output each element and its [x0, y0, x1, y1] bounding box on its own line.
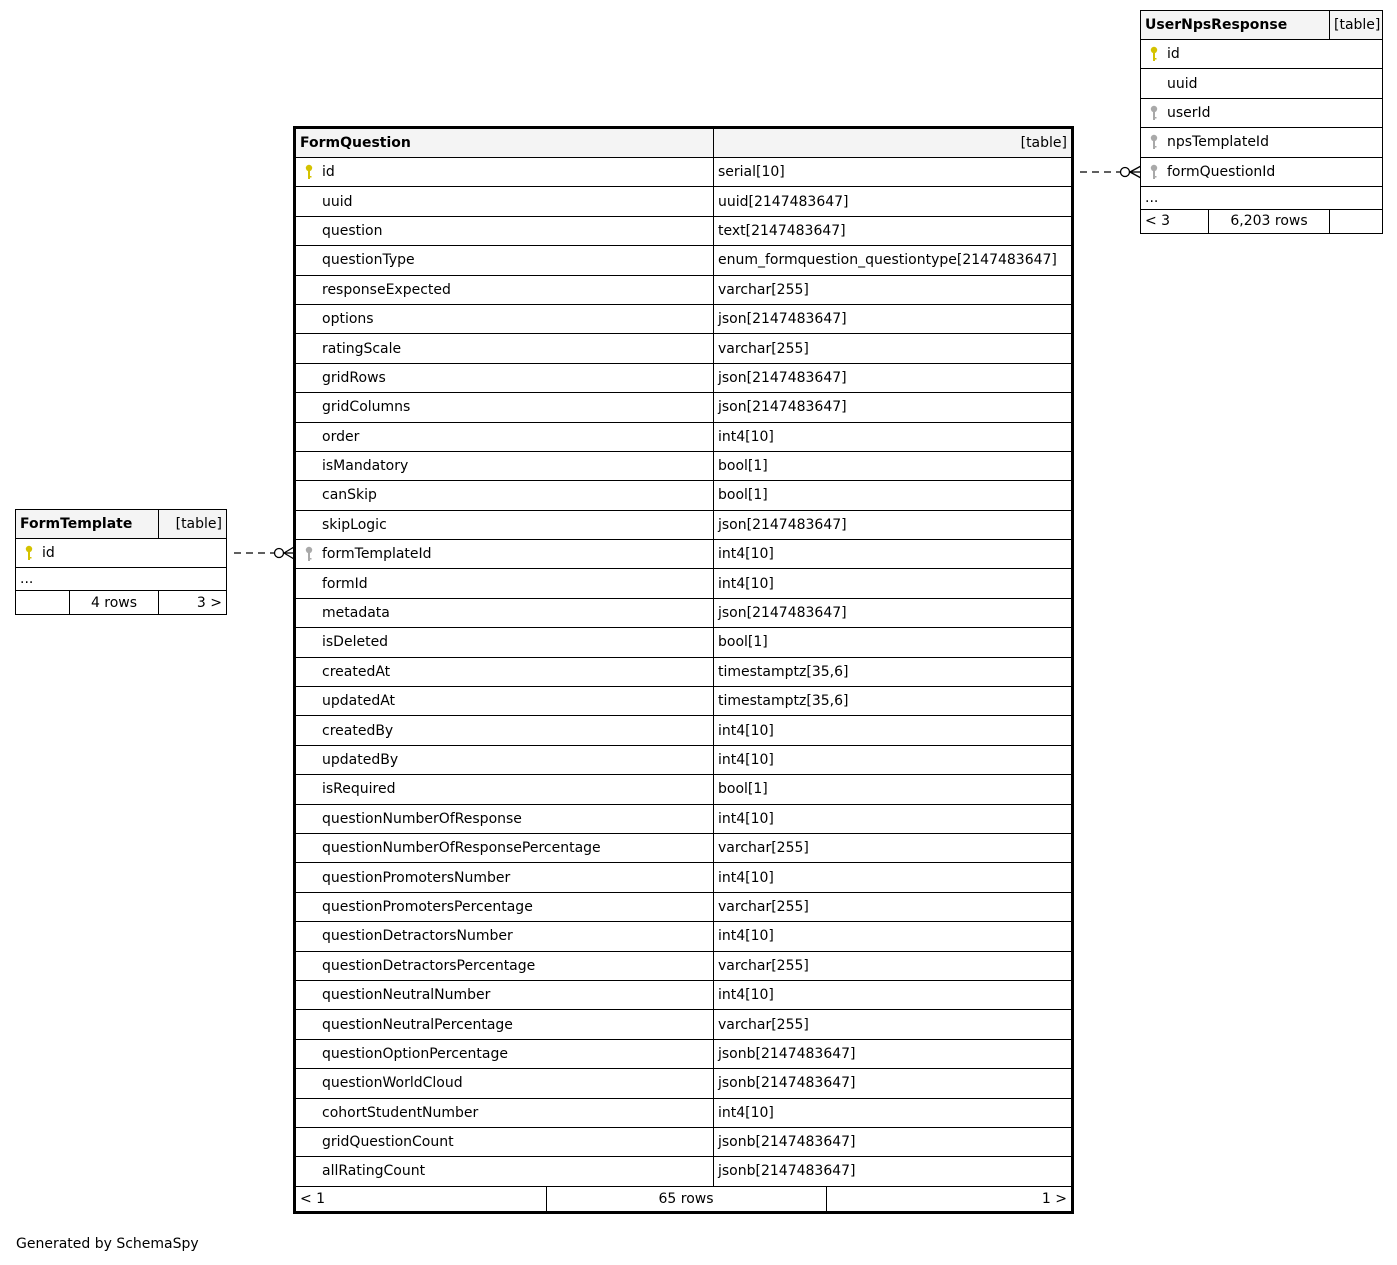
- column-name[interactable]: [295, 422, 714, 451]
- column-name-text: canSkip: [322, 487, 377, 504]
- column-name[interactable]: [295, 1127, 714, 1156]
- column-name-text: userId: [1167, 104, 1211, 121]
- column-row[interactable]: [295, 1098, 1073, 1127]
- column-name-text: id: [322, 164, 335, 181]
- column-name-text: questionDetractorsNumber: [322, 928, 513, 945]
- column-type: int4[10]: [714, 540, 1073, 569]
- column-name[interactable]: [295, 158, 714, 187]
- column-row[interactable]: [295, 422, 1073, 451]
- column-type: bool[1]: [714, 628, 1073, 657]
- foreign-key-icon: [305, 546, 313, 562]
- column-row[interactable]: [295, 569, 1073, 598]
- column-name-text: uuid: [1167, 75, 1198, 92]
- column-name-text: order: [322, 428, 360, 445]
- column-name-text: questionNumberOfResponse: [322, 810, 522, 827]
- usernpsresponse-table[interactable]: [1140, 10, 1383, 234]
- column-row[interactable]: [295, 510, 1073, 539]
- column-name[interactable]: [295, 892, 714, 921]
- column-name[interactable]: [295, 363, 714, 392]
- column-type: varchar[255]: [714, 951, 1073, 980]
- parents-count[interactable]: < 1: [296, 1187, 546, 1211]
- column-type: int4[10]: [714, 716, 1073, 745]
- column-name-text: ratingScale: [322, 340, 402, 357]
- column-type: int4[10]: [714, 569, 1073, 598]
- column-row[interactable]: [295, 451, 1073, 480]
- column-row[interactable]: [295, 481, 1073, 510]
- table-tag: [table]: [714, 128, 1073, 158]
- column-row[interactable]: [295, 1069, 1073, 1098]
- column-name-text: uuid: [322, 193, 353, 210]
- table-header[interactable]: [295, 128, 1073, 158]
- table-footer: [16, 591, 227, 615]
- column-name-text: metadata: [322, 605, 390, 622]
- column-row[interactable]: [295, 980, 1073, 1009]
- column-row[interactable]: [295, 246, 1073, 275]
- column-name-text: questionDetractorsPercentage: [322, 957, 536, 974]
- column-row[interactable]: [295, 393, 1073, 422]
- column-name-text: createdAt: [322, 663, 391, 680]
- column-row[interactable]: [295, 334, 1073, 363]
- column-row[interactable]: [1141, 98, 1383, 127]
- row-count: 4 rows: [70, 591, 159, 615]
- formtemplate-table[interactable]: [15, 509, 227, 615]
- column-row[interactable]: [295, 833, 1073, 862]
- column-type: int4[10]: [714, 1098, 1073, 1127]
- column-name[interactable]: [295, 481, 714, 510]
- primary-key-icon: [1150, 46, 1158, 62]
- column-name[interactable]: [295, 1157, 714, 1186]
- column-name[interactable]: [295, 1010, 714, 1039]
- more-columns-row: [1141, 186, 1383, 209]
- column-type: timestamptz[35,6]: [714, 657, 1073, 686]
- column-row[interactable]: [295, 628, 1073, 657]
- column-name[interactable]: [295, 187, 714, 216]
- column-name[interactable]: [295, 451, 714, 480]
- column-row[interactable]: [295, 363, 1073, 392]
- table-header[interactable]: [16, 510, 227, 539]
- column-name-text: id: [42, 545, 55, 561]
- column-name[interactable]: [295, 980, 714, 1009]
- column-row[interactable]: [295, 687, 1073, 716]
- more-columns-ellipsis: ...: [1141, 186, 1383, 209]
- column-name-text: cohortStudentNumber: [322, 1104, 479, 1121]
- column-type: int4[10]: [714, 863, 1073, 892]
- column-row[interactable]: [295, 1157, 1073, 1186]
- column-row[interactable]: [295, 804, 1073, 833]
- column-row[interactable]: [1141, 128, 1383, 157]
- column-row[interactable]: [295, 540, 1073, 569]
- column-name-text: updatedAt: [322, 693, 396, 710]
- column-name-text: questionPromotersNumber: [322, 869, 511, 886]
- column-row[interactable]: [1141, 40, 1383, 69]
- column-name[interactable]: [295, 628, 714, 657]
- table-footer-grid-row: [296, 1187, 1071, 1211]
- children-count[interactable]: [1330, 209, 1383, 233]
- column-type: int4[10]: [714, 422, 1073, 451]
- column-name[interactable]: [295, 598, 714, 627]
- column-type: int4[10]: [714, 804, 1073, 833]
- column-name-text: gridRows: [322, 369, 386, 386]
- column-type: json[2147483647]: [714, 393, 1073, 422]
- column-row[interactable]: [295, 1010, 1073, 1039]
- children-count[interactable]: 3 >: [159, 591, 227, 615]
- foreign-key-icon: [1150, 105, 1158, 121]
- column-type: bool[1]: [714, 481, 1073, 510]
- column-name-text: id: [1167, 46, 1180, 63]
- column-row[interactable]: [295, 1127, 1073, 1156]
- column-name-text: question: [322, 222, 383, 239]
- column-name[interactable]: [295, 775, 714, 804]
- column-name-text: responseExpected: [322, 281, 451, 298]
- column-row[interactable]: [295, 275, 1073, 304]
- parents-count[interactable]: < 3: [1141, 209, 1209, 233]
- column-row[interactable]: [295, 892, 1073, 921]
- column-name-text: questionNeutralPercentage: [322, 1016, 513, 1033]
- column-name-text: allRatingCount: [322, 1163, 426, 1180]
- column-name-text: questionNumberOfResponsePercentage: [322, 840, 601, 857]
- column-row[interactable]: [295, 216, 1073, 245]
- foreign-key-icon: [1150, 164, 1158, 180]
- column-name-text: questionType: [322, 252, 415, 269]
- column-row[interactable]: [295, 304, 1073, 333]
- column-name[interactable]: [295, 1098, 714, 1127]
- more-columns-ellipsis: ...: [16, 568, 227, 591]
- column-name-text: gridQuestionCount: [322, 1134, 454, 1151]
- column-name[interactable]: [1141, 40, 1383, 69]
- primary-key-icon: [305, 164, 313, 180]
- column-type: jsonb[2147483647]: [714, 1069, 1073, 1098]
- table-name[interactable]: FormQuestion: [295, 128, 714, 158]
- column-row[interactable]: [295, 775, 1073, 804]
- column-type: bool[1]: [714, 775, 1073, 804]
- children-count[interactable]: 1 >: [1041, 1190, 1067, 1207]
- parents-count[interactable]: [16, 591, 70, 615]
- column-type: bool[1]: [714, 451, 1073, 480]
- column-name[interactable]: [1141, 98, 1383, 127]
- column-type: int4[10]: [714, 980, 1073, 1009]
- column-type: jsonb[2147483647]: [714, 1039, 1073, 1068]
- table-tag: [table]: [1330, 11, 1383, 40]
- column-type: int4[10]: [714, 745, 1073, 774]
- column-name-text: questionNeutralNumber: [322, 987, 491, 1004]
- column-type: jsonb[2147483647]: [714, 1127, 1073, 1156]
- column-name[interactable]: [295, 687, 714, 716]
- column-name[interactable]: [295, 716, 714, 745]
- column-name[interactable]: [295, 1039, 714, 1068]
- column-name-text: isMandatory: [322, 458, 409, 475]
- row-count: 6,203 rows: [1209, 209, 1330, 233]
- column-name[interactable]: [295, 393, 714, 422]
- column-name[interactable]: [295, 922, 714, 951]
- formquestion-table[interactable]: [293, 126, 1074, 1214]
- column-name[interactable]: [16, 539, 227, 568]
- column-row[interactable]: [16, 539, 227, 568]
- column-row[interactable]: [295, 863, 1073, 892]
- column-type: json[2147483647]: [714, 363, 1073, 392]
- column-type: varchar[255]: [714, 892, 1073, 921]
- column-row[interactable]: [295, 657, 1073, 686]
- column-row[interactable]: [1141, 157, 1383, 186]
- column-name[interactable]: [1141, 157, 1383, 186]
- column-name[interactable]: [295, 275, 714, 304]
- column-row[interactable]: [295, 598, 1073, 627]
- column-row[interactable]: [295, 745, 1073, 774]
- column-name-text: skipLogic: [322, 516, 387, 533]
- column-type: text[2147483647]: [714, 216, 1073, 245]
- column-row[interactable]: [295, 716, 1073, 745]
- column-name-text: createdBy: [322, 722, 394, 739]
- table-tag: [table]: [159, 510, 227, 539]
- more-columns-row: [16, 568, 227, 591]
- column-name[interactable]: [295, 745, 714, 774]
- table-footer: [295, 1186, 1073, 1212]
- column-type: jsonb[2147483647]: [714, 1157, 1073, 1186]
- table-header[interactable]: [1141, 11, 1383, 40]
- column-name[interactable]: [295, 334, 714, 363]
- column-name[interactable]: [295, 863, 714, 892]
- table-footer: [1141, 209, 1383, 233]
- column-name-text: formTemplateId: [322, 546, 432, 563]
- row-count: 65 rows: [546, 1187, 826, 1211]
- column-name[interactable]: [295, 833, 714, 862]
- column-row[interactable]: [295, 187, 1073, 216]
- column-type: varchar[255]: [714, 1010, 1073, 1039]
- column-type: varchar[255]: [714, 334, 1073, 363]
- column-row[interactable]: [295, 1039, 1073, 1068]
- column-name[interactable]: [295, 951, 714, 980]
- column-name[interactable]: [295, 804, 714, 833]
- column-name[interactable]: [295, 510, 714, 539]
- column-name-text: isRequired: [322, 781, 396, 798]
- column-row[interactable]: [295, 158, 1073, 187]
- column-row[interactable]: [1141, 69, 1383, 98]
- column-type: varchar[255]: [714, 833, 1073, 862]
- column-row[interactable]: [295, 922, 1073, 951]
- table-footer-grid: [296, 1187, 1071, 1211]
- column-name[interactable]: [295, 657, 714, 686]
- column-name-text: npsTemplateId: [1167, 134, 1269, 151]
- column-name[interactable]: [295, 540, 714, 569]
- column-type: enum_formquestion_questiontype[2147483647]: [714, 246, 1073, 275]
- column-type: json[2147483647]: [714, 304, 1073, 333]
- column-name-text: gridColumns: [322, 399, 411, 416]
- edge-usernpsresponse-formquestion: [1080, 166, 1141, 178]
- table-footer-cell: [295, 1186, 1073, 1212]
- column-name-text: formQuestionId: [1167, 163, 1276, 180]
- column-type: varchar[255]: [714, 275, 1073, 304]
- foreign-key-icon: [1150, 134, 1158, 150]
- primary-key-icon: [25, 545, 33, 561]
- column-name-text: options: [322, 311, 374, 328]
- column-name[interactable]: [295, 216, 714, 245]
- column-name-text: updatedBy: [322, 752, 399, 768]
- table-name[interactable]: FormTemplate: [16, 510, 159, 539]
- column-type: int4[10]: [714, 922, 1073, 951]
- column-name[interactable]: [295, 246, 714, 275]
- column-name[interactable]: [295, 1069, 714, 1098]
- column-name-text: isDeleted: [322, 634, 389, 651]
- column-row[interactable]: [295, 951, 1073, 980]
- column-type: json[2147483647]: [714, 510, 1073, 539]
- column-name-text: questionWorldCloud: [322, 1075, 463, 1092]
- column-type: uuid[2147483647]: [714, 187, 1073, 216]
- column-name[interactable]: [295, 569, 714, 598]
- generated-by-credit: Generated by SchemaSpy: [16, 1236, 199, 1252]
- table-name[interactable]: UserNpsResponse: [1141, 11, 1330, 40]
- column-type: serial[10]: [714, 158, 1073, 187]
- column-name[interactable]: [1141, 69, 1383, 98]
- column-name[interactable]: [1141, 128, 1383, 157]
- column-name-text: questionOptionPercentage: [322, 1045, 508, 1062]
- column-name-text: questionPromotersPercentage: [322, 898, 533, 915]
- column-type: timestamptz[35,6]: [714, 687, 1073, 716]
- column-name-text: formId: [322, 575, 368, 592]
- edge-formquestion-formtemplate: [234, 547, 294, 559]
- column-name[interactable]: [295, 304, 714, 333]
- column-type: json[2147483647]: [714, 598, 1073, 627]
